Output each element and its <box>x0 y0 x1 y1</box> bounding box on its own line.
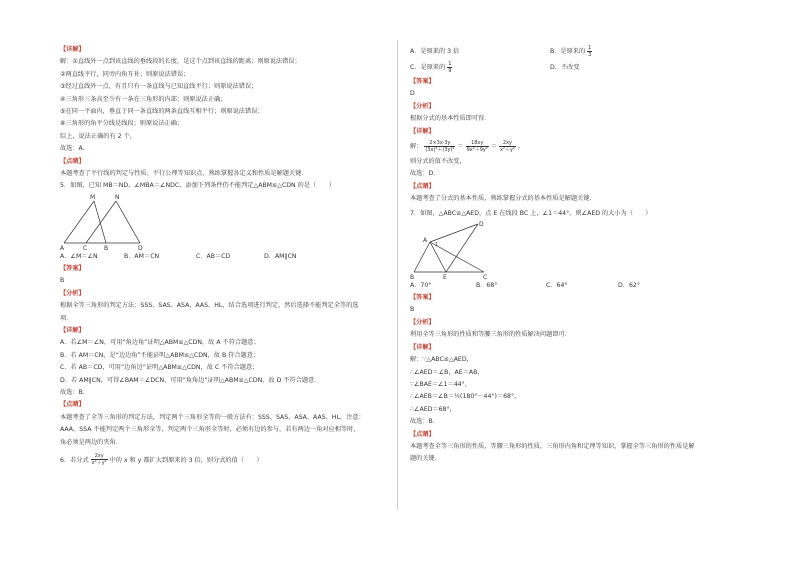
q7-dianjing-line: 题的关键． <box>410 455 441 463</box>
q6-dianjing: 本题考查了分式的基本性质，熟练掌握分式的基本性质是解题关键． <box>410 195 596 203</box>
section-heading-xiangjie: 【详解】 <box>410 343 435 351</box>
option-d: D．不改变 <box>550 64 580 71</box>
column-divider <box>397 40 398 510</box>
fraction-denominator: 9 <box>448 67 452 74</box>
label-M: M <box>90 193 96 201</box>
option-d: D．62° <box>618 282 640 290</box>
option-c: C．64° <box>546 282 568 290</box>
q7-solution-line: ∵∠BAE＝∠1＝44°， <box>410 380 471 388</box>
q5-dianjing-line: 本题考查了全等三角形的判定方法，判定两个三角形全等的一般方法有：SSS、SAS、ASA、AAS、HL，注意： <box>60 413 365 421</box>
eq-fraction-2 <box>466 140 489 153</box>
q5-answer: B <box>60 277 65 285</box>
section-heading-fenxi: 【分析】 <box>410 318 435 326</box>
section-heading-xiangjie: 【详解】 <box>60 46 85 53</box>
q7-figure <box>410 220 740 280</box>
q6-fenxi: 根据分式的基本性质即可得． <box>410 115 491 123</box>
q5-figure <box>60 193 390 251</box>
section-heading-daan: 【答案】 <box>410 294 435 302</box>
q5-solution-line: C．若 AB＝CD，可用“边角边”证明△ABM≌△CDN，故 C 不符合题意； <box>60 364 259 372</box>
q5-triangle-diagram <box>60 193 150 251</box>
section-heading-fenxi: 【分析】 <box>410 102 435 110</box>
solution-line: 解：①直线外一点到该直线的垂线段的长度，是这个点到该直线的距离；则原说法错误； <box>60 58 301 66</box>
right-column <box>410 44 740 466</box>
q7-solution-line: ∴∠AEB＝∠B＝½(180°－44°)＝68°， <box>410 393 521 401</box>
q7-fenxi: 利用全等三角形的性质和等腰三角形的性质解决问题即可． <box>410 331 571 339</box>
question-7: 7．如图，△ABC≌△AED，点 E 在线段 BC 上，∠1＝44°，则∠AED 的大小为（ ） <box>410 209 652 217</box>
q6-suffix: 中的 x 和 y 都扩大到原来的 3 倍，则分式的值（ ） <box>109 456 263 464</box>
q6-equation <box>410 138 740 156</box>
label-C: C <box>83 244 88 251</box>
q7-triangle-diagram <box>410 220 510 280</box>
left-column <box>60 44 390 469</box>
eq-fraction-1 <box>424 140 455 153</box>
label-E: E <box>443 274 447 281</box>
dianjing-text: 本题考查了平行线的判定与性质、平行公理等知识点，熟练掌握各定义和性质是解题关键． <box>60 170 308 178</box>
q5-dianjing-line: AAA、SSA 不能判定两个三角形全等，判定两个三角形全等时，必须有边的参与，若有两边一角对应相等时， <box>60 426 360 434</box>
fenxi-line: 根据全等三角形的判定方法：SSS、SAS、ASA、AAS、HL，结合选项进行判定，然后选择不能判定全等的选 <box>60 302 359 310</box>
q5-solution-line: D．若 AM∥CN，可得∠BAM＝∠DCN，可用“角角边”证明△ABM≌△CDN，故 D 不符合题意． <box>60 376 321 384</box>
q5-solution-line: 故选：B． <box>60 388 89 396</box>
q7-dianjing-line: 本题考查全等三角形的性质，等腰三角形的性质，三角形内角和定理等知识，掌握全等三角形的性质是解 <box>410 442 695 450</box>
q5-solution-line: A．若∠M＝∠N，可用“角边角”证明△ABM≌△CDN，故 A 不符合题意； <box>60 339 260 347</box>
fraction-denominator: 3 <box>588 51 592 58</box>
option-c-text: C．是原来的 <box>410 64 446 71</box>
solution-line: ⑤在同一平面内，垂直于同一条直线的两条直线互相平行；则原说法错误； <box>60 108 264 116</box>
option-a: A．是原来的 3 倍 <box>410 48 460 55</box>
option-d: D．AM∥CN <box>264 252 297 260</box>
q6-solution-line: 则分式的值不改变， <box>410 158 466 166</box>
q7-solution-line: 解：∵△ABC≌△AED， <box>410 356 473 364</box>
section-heading-dianjing: 【点睛】 <box>60 157 85 165</box>
option-c: C．AB＝CD <box>196 252 231 260</box>
solution-line: 综上，说法正确的有 2 个， <box>60 132 136 140</box>
equals-sign: ＝ <box>490 143 498 151</box>
label-B: B <box>104 244 109 251</box>
option-c-fraction <box>447 61 452 74</box>
question-6 <box>60 453 390 469</box>
q5-solution-line: B．若 AM＝CN，是“边边角”不能证明△ABM≌△CDN，故 B 符合题意； <box>60 351 260 359</box>
section-heading-dianjing: 【点睛】 <box>60 401 85 409</box>
label-A: A <box>60 244 65 251</box>
fraction-numerator: 2xy <box>499 140 516 147</box>
q6-options-row1 <box>410 44 740 60</box>
section-heading-daan: 【答案】 <box>60 264 85 272</box>
label-N: N <box>115 193 120 201</box>
eq-fraction-3 <box>499 140 516 153</box>
q6-fraction <box>91 453 108 466</box>
section-heading-fenxi: 【分析】 <box>60 289 85 297</box>
label-A: A <box>423 237 428 245</box>
fraction-numerator: 1 <box>448 60 452 67</box>
q7-solution-line: ∴∠AED＝68°， <box>410 405 456 413</box>
question-5: 5．如图，已知 MB＝ND，∠MBA＝∠NDC，添加下列条件仍不能判定△ABM≌△CDN 的是（ ） <box>60 182 335 190</box>
section-heading-xiangjie: 【详解】 <box>410 127 435 135</box>
q6-solution-line: 故选：D． <box>410 170 440 178</box>
q7-solution-line: 故选：B． <box>410 418 439 426</box>
solution-line: 故选：A． <box>60 145 89 153</box>
solution-line: ⑥三角形的角平分线是线段；则原说法正确； <box>60 120 184 128</box>
option-a: A．∠M＝∠N <box>60 252 98 260</box>
q4-solution <box>60 56 390 155</box>
fenxi-line: 项． <box>60 314 73 322</box>
fraction-numerator: 2xy <box>91 453 108 460</box>
label-angle-1: 1 <box>435 242 439 249</box>
option-b: B．AM＝CN <box>124 252 160 260</box>
option-b <box>550 44 592 60</box>
fraction-denominator: x²＋y² <box>499 146 515 153</box>
fraction-numerator: 18xy <box>466 140 489 147</box>
option-a: A．70° <box>410 282 432 290</box>
section-heading-dianjing: 【点睛】 <box>410 430 435 438</box>
q6-prefix: 6．若分式 <box>60 456 89 464</box>
equals-sign: ＝ <box>457 143 464 151</box>
option-c <box>410 60 550 76</box>
section-heading-dianjing: 【点睛】 <box>410 182 435 190</box>
solution-line: ④三角形三条高至少有一条在三角形的内部；则原说法正确； <box>60 95 227 103</box>
q6-jie-prefix: 解： <box>410 143 423 151</box>
q7-answer: B <box>410 306 415 314</box>
q5-options <box>60 251 390 263</box>
section-heading-daan: 【答案】 <box>410 78 435 85</box>
fraction-numerator: 1 <box>588 44 592 51</box>
q7-solution-line: ∴∠AED＝∠B，AE＝AB， <box>410 368 484 376</box>
label-C: C <box>483 274 488 281</box>
solution-line: ②两直线平行，同旁内角互补；则原说法错误； <box>60 70 190 78</box>
q5-dianjing-line: 角必须是两边的夹角． <box>60 438 122 446</box>
fraction-numerator: 2×3x·3y <box>424 140 455 147</box>
q6-options-row2 <box>410 60 740 76</box>
label-D: D <box>479 221 484 229</box>
fraction-denominator: x²＋y² <box>91 460 107 467</box>
fraction-denominator: (3x)²＋(3y)² <box>425 146 455 153</box>
label-B: B <box>410 274 415 281</box>
fraction-denominator: 9x²＋9y² <box>466 146 488 153</box>
q7-options <box>410 280 740 292</box>
section-heading-xiangjie: 【详解】 <box>60 326 85 334</box>
option-b-text: B．是原来的 <box>550 48 586 55</box>
q6-answer: D <box>410 90 415 98</box>
label-D: D <box>138 244 143 251</box>
option-b: B．68° <box>476 282 498 290</box>
comma: ， <box>517 143 525 151</box>
solution-line: ③经过直线外一点，有且只有一条直线与已知直线平行；则原说法错误； <box>60 83 258 91</box>
option-b-fraction <box>587 45 592 58</box>
